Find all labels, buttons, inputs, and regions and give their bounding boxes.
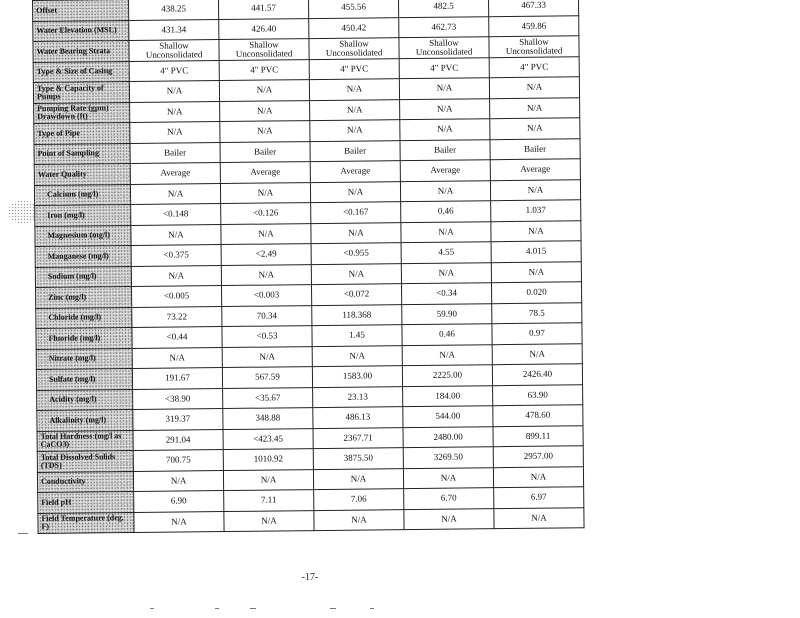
well-value-cell: N/A <box>491 220 581 241</box>
parameter-label: Type & Capacity of Pumps <box>33 81 129 103</box>
well-value-cell: 7.06 <box>314 489 404 510</box>
well-value-cell: 6.90 <box>134 491 224 512</box>
well-value-cell: <423.45 <box>223 428 313 449</box>
well-value-cell: <0.34 <box>401 283 491 304</box>
scan-speck <box>250 608 256 609</box>
well-value-cell: N/A <box>311 222 401 243</box>
well-value-cell: 2957.00 <box>493 446 583 467</box>
parameter-label: Point of Sampling <box>34 143 130 165</box>
well-value-cell: N/A <box>130 183 220 204</box>
well-value-cell: N/A <box>220 100 310 121</box>
well-value-cell: <0.003 <box>222 285 312 306</box>
well-value-cell: N/A <box>131 224 221 245</box>
well-value-cell: <0.005 <box>132 286 222 307</box>
parameter-label: Calcium (mg/l) <box>34 184 130 206</box>
well-value-cell: <0.148 <box>131 204 221 225</box>
well-value-cell: N/A <box>401 221 491 242</box>
well-value-cell: 478.60 <box>493 405 583 426</box>
well-value-cell: 3875.50 <box>313 448 403 469</box>
well-value-cell: 0.97 <box>492 323 582 344</box>
table-row <box>38 507 584 533</box>
well-value-cell: Bailer <box>310 140 400 161</box>
scan-speck <box>18 533 28 534</box>
well-value-cell: Shallow Unconsolidated <box>399 37 489 58</box>
well-value-cell: 319.37 <box>133 409 223 430</box>
well-value-cell: 0.46 <box>401 201 491 222</box>
well-value-cell: 2480.00 <box>403 426 493 447</box>
well-value-cell: N/A <box>490 179 580 200</box>
well-value-cell: N/A <box>404 508 494 529</box>
well-value-cell: Shallow Unconsolidated <box>219 39 309 60</box>
well-value-cell: <38.90 <box>133 388 223 409</box>
well-value-cell: N/A <box>132 347 222 368</box>
well-value-cell: 6.70 <box>404 488 494 509</box>
parameter-label: Water Elevation (MSL) <box>33 20 129 42</box>
well-value-cell: N/A <box>310 120 400 141</box>
well-value-cell: 4" PVC <box>219 59 309 80</box>
scan-speck <box>150 608 154 609</box>
well-value-cell: 1583.00 <box>312 366 402 387</box>
well-value-cell: <0.072 <box>311 284 401 305</box>
well-value-cell: <0.44 <box>132 327 222 348</box>
well-value-cell: 78.5 <box>492 302 582 323</box>
well-value-cell: 544.00 <box>403 406 493 427</box>
parameter-label: Acidity (mg/l) <box>37 389 133 411</box>
monitoring-well-table <box>32 0 585 534</box>
well-value-cell: 59.90 <box>402 303 492 324</box>
well-value-cell: Average <box>310 161 400 182</box>
well-value-cell: 348.88 <box>223 408 313 429</box>
scan-smudge <box>8 200 38 224</box>
well-value-cell: <0.53 <box>222 326 312 347</box>
well-value-cell: Average <box>400 160 490 181</box>
well-value-cell: 4" PVC <box>309 58 399 79</box>
well-value-cell: 184.00 <box>403 385 493 406</box>
well-value-cell: 455.56 <box>308 0 398 18</box>
well-value-cell: 426.40 <box>219 18 309 39</box>
well-value-cell: 70.34 <box>222 305 312 326</box>
well-value-cell: 4" PVC <box>399 57 489 78</box>
well-value-cell: 1010.92 <box>223 449 313 470</box>
parameter-label: Fluoride (mg/l) <box>36 327 132 349</box>
well-value-cell: Shallow Unconsolidated <box>129 40 219 61</box>
well-value-cell: N/A <box>221 223 311 244</box>
parameter-label: Type & Size of Casing <box>33 61 129 83</box>
well-value-cell: N/A <box>400 98 490 119</box>
well-value-cell: N/A <box>400 119 490 140</box>
well-value-cell: 0.020 <box>491 282 581 303</box>
well-value-cell: 4.55 <box>401 242 491 263</box>
well-value-cell: 4.015 <box>491 241 581 262</box>
well-value-cell: N/A <box>489 77 579 98</box>
well-value-cell: N/A <box>314 509 404 530</box>
well-value-cell: N/A <box>224 510 314 531</box>
well-value-cell: N/A <box>492 343 582 364</box>
well-value-cell: Average <box>130 163 220 184</box>
well-value-cell: N/A <box>130 101 220 122</box>
well-value-cell: N/A <box>310 99 400 120</box>
well-value-cell: 118.368 <box>312 304 402 325</box>
well-value-cell: N/A <box>220 182 310 203</box>
well-value-cell: 459.86 <box>489 15 579 36</box>
well-value-cell: N/A <box>134 511 224 532</box>
well-value-cell: Average <box>490 159 580 180</box>
well-value-cell: N/A <box>219 80 309 101</box>
well-value-cell: 4" PVC <box>129 60 219 81</box>
well-value-cell: N/A <box>493 466 583 487</box>
well-value-cell: N/A <box>401 262 491 283</box>
parameter-label: Offset <box>33 0 129 21</box>
scan-speck <box>215 608 219 609</box>
well-value-cell: N/A <box>494 507 584 528</box>
well-value-cell: 4" PVC <box>489 56 579 77</box>
well-value-cell: 191.67 <box>132 368 222 389</box>
well-value-cell: N/A <box>220 121 310 142</box>
well-value-cell: N/A <box>403 467 493 488</box>
parameter-label: Field pH <box>38 491 134 513</box>
well-value-cell: N/A <box>491 261 581 282</box>
well-value-cell: N/A <box>402 344 492 365</box>
parameter-label: Conductivity <box>37 471 133 493</box>
well-value-cell: 63.90 <box>493 384 583 405</box>
parameter-label: Water Quality <box>34 163 130 185</box>
well-value-cell: <0.375 <box>131 245 221 266</box>
well-value-cell: N/A <box>313 468 403 489</box>
parameter-label: Alkalinity (mg/l) <box>37 409 133 431</box>
well-value-cell: 431.34 <box>129 19 219 40</box>
parameter-label: Total Dissolved Solids (TDS) <box>37 450 133 472</box>
scan-speck <box>330 608 336 609</box>
monitoring-well-table-wrapper <box>32 0 583 532</box>
well-value-cell: N/A <box>312 345 402 366</box>
table-body <box>33 0 585 533</box>
well-value-cell: 2426.40 <box>492 364 582 385</box>
well-value-cell: 0.46 <box>402 324 492 345</box>
well-value-cell: 3269.50 <box>403 447 493 468</box>
well-value-cell: N/A <box>129 81 219 102</box>
well-value-cell: N/A <box>400 180 490 201</box>
parameter-label: Zinc (mg/l) <box>36 286 132 308</box>
well-value-cell: 2367.71 <box>313 427 403 448</box>
well-value-cell: 6.97 <box>494 487 584 508</box>
parameter-label: Manganese (mg/l) <box>35 245 131 267</box>
well-value-cell: N/A <box>490 97 580 118</box>
well-value-cell: 567.59 <box>222 367 312 388</box>
well-value-cell: 2225.00 <box>402 365 492 386</box>
well-value-cell: Bailer <box>400 139 490 160</box>
well-value-cell: 438.25 <box>128 0 218 20</box>
well-value-cell: N/A <box>309 79 399 100</box>
well-value-cell: 441.57 <box>218 0 308 19</box>
parameter-label: Total Hardness (mg/l as CaCO3) <box>37 430 133 452</box>
well-value-cell: <35.67 <box>223 387 313 408</box>
well-value-cell: 700.75 <box>133 450 223 471</box>
well-value-cell: N/A <box>223 469 313 490</box>
well-value-cell: <0.126 <box>221 203 311 224</box>
well-value-cell: Bailer <box>490 138 580 159</box>
well-value-cell: 467.33 <box>488 0 578 16</box>
well-value-cell: Average <box>220 162 310 183</box>
well-value-cell: N/A <box>490 118 580 139</box>
parameter-label: Iron (mg/l) <box>35 204 131 226</box>
well-value-cell: N/A <box>130 122 220 143</box>
parameter-label: Magnesium (mg/l) <box>35 225 131 247</box>
well-value-cell: Shallow Unconsolidated <box>309 38 399 59</box>
well-value-cell: N/A <box>133 470 223 491</box>
well-value-cell: N/A <box>311 263 401 284</box>
well-value-cell: 899.11 <box>493 425 583 446</box>
well-value-cell: 486.13 <box>313 407 403 428</box>
well-value-cell: 291.04 <box>133 429 223 450</box>
well-value-cell: N/A <box>222 346 312 367</box>
parameter-label: Sulfate (mg/l) <box>36 368 132 390</box>
well-value-cell: 482.5 <box>398 0 488 17</box>
parameter-label: Water Bearing Strata <box>33 40 129 62</box>
scan-speck <box>370 608 374 609</box>
well-value-cell: <0.955 <box>311 243 401 264</box>
well-value-cell: Bailer <box>220 141 310 162</box>
well-value-cell: 1.037 <box>491 200 581 221</box>
parameter-label: Pumping Rate (gpm) Drawdown (ft) <box>34 102 130 124</box>
well-value-cell: N/A <box>310 181 400 202</box>
parameter-label: Chloride (mg/l) <box>36 307 132 329</box>
well-value-cell: N/A <box>399 78 489 99</box>
well-value-cell: Shallow Unconsolidated <box>489 36 579 57</box>
well-value-cell: 7.11 <box>224 490 314 511</box>
well-value-cell: <2.49 <box>221 244 311 265</box>
well-value-cell: 73.22 <box>132 306 222 327</box>
page-number: -17- <box>301 572 319 583</box>
well-value-cell: N/A <box>131 265 221 286</box>
well-value-cell: 462.73 <box>399 16 489 37</box>
parameter-label: Nitrate (mg/l) <box>36 348 132 370</box>
well-value-cell: N/A <box>221 264 311 285</box>
well-value-cell: Bailer <box>130 142 220 163</box>
parameter-label: Type of Pipe <box>34 122 130 144</box>
well-value-cell: 23.13 <box>313 386 403 407</box>
well-value-cell: 1.45 <box>312 325 402 346</box>
well-value-cell: <0.167 <box>311 202 401 223</box>
parameter-label: Sodium (mg/l) <box>35 266 131 288</box>
well-value-cell: 450.42 <box>309 17 399 38</box>
parameter-label: Field Temperature (deg. F) <box>38 512 134 534</box>
